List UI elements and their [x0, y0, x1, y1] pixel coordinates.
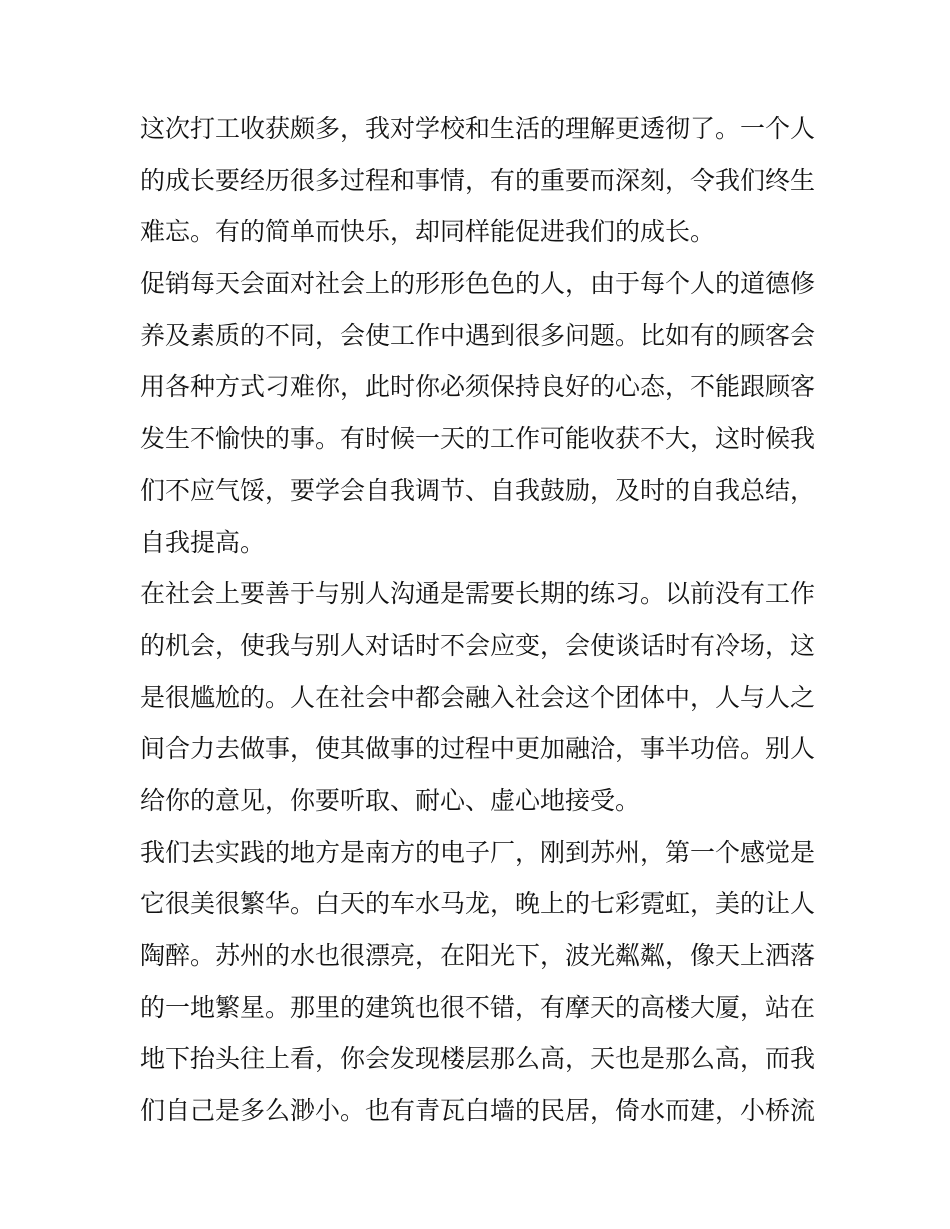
- text-line: 是很尴尬的。人在社会中都会融入社会这个团体中，人与人之: [140, 682, 816, 712]
- text-line: 自我提高。: [140, 527, 266, 557]
- paragraph-4: [140, 827, 816, 1137]
- paragraph-3: [140, 568, 816, 826]
- text-line: 用各种方式刁难你，此时你必须保持良好的心态，不能跟顾客: [140, 372, 816, 402]
- text-line: 的一地繁星。那里的建筑也很不错，有摩天的高楼大厦，站在: [140, 992, 816, 1022]
- body-text: [140, 103, 816, 1137]
- paragraph-1: [140, 103, 816, 258]
- text-line: 给你的意见，你要听取、耐心、虚心地接受。: [140, 785, 641, 815]
- text-line: 它很美很繁华。白天的车水马龙，晚上的七彩霓虹，美的让人: [140, 889, 816, 919]
- text-line: 这次打工收获颇多，我对学校和生活的理解更透彻了。一个人: [140, 114, 816, 143]
- text-line: 陶醉。苏州的水也很漂亮，在阳光下，波光粼粼，像天上洒落: [140, 941, 816, 970]
- paragraph-2: [140, 258, 816, 568]
- text-line: 的成长要经历很多过程和事情，有的重要而深刻，令我们终生: [140, 165, 816, 195]
- text-line: 养及素质的不同，会使工作中遇到很多问题。比如有的顾客会: [140, 320, 816, 350]
- text-line: 在社会上要善于与别人沟通是需要长期的练习。以前没有工作: [140, 579, 816, 609]
- text-line: 我们去实践的地方是南方的电子厂，刚到苏州，第一个感觉是: [140, 837, 816, 867]
- text-line: 发生不愉快的事。有时候一天的工作可能收获不大，这时候我: [140, 424, 816, 454]
- text-line: 地下抬头往上看，你会发现楼层那么高，天也是那么高，而我: [140, 1044, 816, 1074]
- text-line: 的机会，使我与别人对话时不会应变，会使谈话时有冷场，这: [140, 630, 816, 660]
- text-line: 们自己是多么渺小。也有青瓦白墙的民居，倚水而建，小桥流: [140, 1096, 816, 1126]
- text-line: 促销每天会面对社会上的形形色色的人，由于每个人的道德修: [140, 269, 816, 299]
- text-line: 难忘。有的简单而快乐，却同样能促进我们的成长。: [140, 217, 716, 247]
- text-line: 们不应气馁，要学会自我调节、自我鼓励，及时的自我总结，: [140, 475, 816, 505]
- text-line: 间合力去做事，使其做事的过程中更加融洽，事半功倍。别人: [140, 734, 816, 764]
